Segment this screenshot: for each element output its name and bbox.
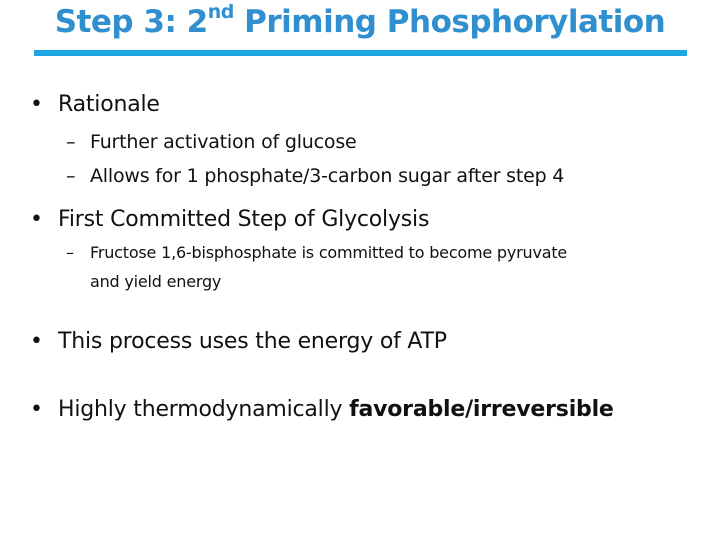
bullet-thermodynamically-favorable xyxy=(30,397,614,422)
slide-title xyxy=(0,1,720,40)
sub-bullet-allows-for xyxy=(66,165,564,187)
sub-bullet-dash: – xyxy=(66,165,76,187)
bullet-dot: • xyxy=(30,92,43,117)
sub-bullet-dash: – xyxy=(66,243,74,262)
bullet-rationale xyxy=(30,92,160,117)
sub-bullet-dash: – xyxy=(66,131,76,153)
bullet-first-committed-step xyxy=(30,207,429,232)
title-main: Step 3: 2 xyxy=(54,4,208,40)
bullet-dot: • xyxy=(30,207,43,232)
bullet-text: Highly thermodynamically xyxy=(58,397,350,422)
sub-bullet-text: Allows for 1 phosphate/3-carbon sugar after step 4 xyxy=(90,165,565,187)
bullet-atp-energy xyxy=(30,329,447,354)
sub-bullet-continuation: and yield energy xyxy=(90,272,222,291)
bullet-dot: • xyxy=(30,397,43,422)
title-underline xyxy=(34,50,687,56)
sub-bullet-text: Further activation of glucose xyxy=(90,131,357,153)
sub-bullet-fructose xyxy=(66,243,567,262)
bullet-text: First Committed Step of Glycolysis xyxy=(58,207,430,232)
title-superscript: nd xyxy=(207,1,234,23)
sub-bullet-text: Fructose 1,6-bisphosphate is committed to become pyruvate xyxy=(90,243,568,262)
sub-bullet-further-activation xyxy=(66,131,357,153)
title-rest: Priming Phosphorylation xyxy=(233,4,666,40)
bullet-dot: • xyxy=(30,329,43,354)
bullet-text: This process uses the energy of ATP xyxy=(58,329,447,354)
bullet-bold-text: favorable/irreversible xyxy=(349,397,614,422)
bullet-text: Rationale xyxy=(58,92,160,117)
